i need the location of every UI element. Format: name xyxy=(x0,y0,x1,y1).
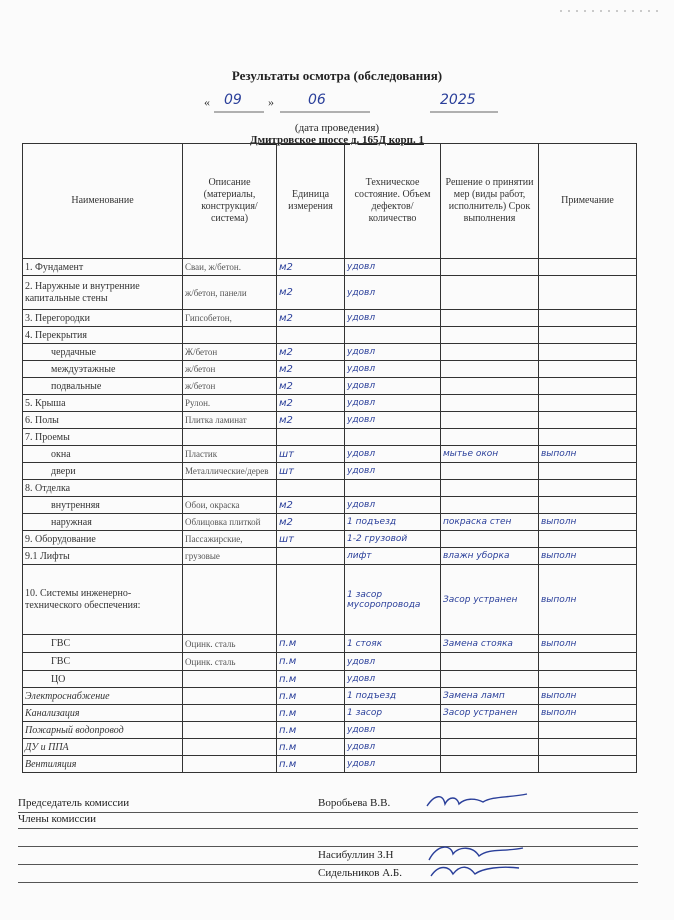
row-unit: м2 xyxy=(277,497,345,514)
row-decision xyxy=(441,653,539,671)
table-row xyxy=(23,429,637,446)
row-condition: 1-2 грузовой xyxy=(345,531,441,548)
row-unit: м2 xyxy=(277,310,345,327)
row-material xyxy=(183,671,277,688)
table-row xyxy=(23,705,637,722)
table-row xyxy=(23,653,637,671)
row-name: наружная xyxy=(23,514,183,531)
row-decision xyxy=(441,671,539,688)
row-decision xyxy=(441,327,539,344)
row-material: Сваи, ж/бетон. xyxy=(183,259,277,276)
table-row xyxy=(23,446,637,463)
row-note xyxy=(539,361,637,378)
row-name: чердачные xyxy=(23,344,183,361)
row-condition: удовл xyxy=(345,497,441,514)
member1-name: Насибуллин З.Н xyxy=(318,849,394,861)
row-name: междуэтажные xyxy=(23,361,183,378)
row-note xyxy=(539,429,637,446)
table-row xyxy=(23,344,637,361)
row-condition: лифт xyxy=(345,548,441,565)
chairman-label: Председатель комиссии xyxy=(18,797,130,809)
row-name: ГВС xyxy=(23,635,183,653)
row-note xyxy=(539,653,637,671)
date-day: 09 xyxy=(224,92,242,108)
table-row xyxy=(23,276,637,310)
row-material: Металлические/дерев xyxy=(183,463,277,480)
date-caption: (дата проведения) xyxy=(294,122,380,134)
table-row xyxy=(23,327,637,344)
row-decision xyxy=(441,259,539,276)
row-name: ЦО xyxy=(23,671,183,688)
row-note xyxy=(539,756,637,773)
row-condition: удовл xyxy=(345,344,441,361)
row-note: выполн xyxy=(539,514,637,531)
row-condition: удовл xyxy=(345,361,441,378)
row-unit: м2 xyxy=(277,395,345,412)
date-year: 2025 xyxy=(440,92,476,108)
row-decision xyxy=(441,378,539,395)
chairman-signature xyxy=(423,790,533,812)
row-name: ГВС xyxy=(23,653,183,671)
row-decision xyxy=(441,412,539,429)
row-condition: удовл xyxy=(345,276,441,310)
row-condition: удовл xyxy=(345,310,441,327)
row-material xyxy=(183,739,277,756)
page-title: Результаты осмотра (обследования) xyxy=(231,68,443,83)
row-decision xyxy=(441,756,539,773)
row-decision xyxy=(441,429,539,446)
row-name: 6. Полы xyxy=(23,412,183,429)
row-name: окна xyxy=(23,446,183,463)
row-note xyxy=(539,276,637,310)
row-decision xyxy=(441,531,539,548)
scan-artifact xyxy=(560,0,660,4)
row-material: Обои, окраска xyxy=(183,497,277,514)
table-row xyxy=(23,671,637,688)
row-unit: м2 xyxy=(277,276,345,310)
row-note: выполн xyxy=(539,635,637,653)
row-name: 7. Проемы xyxy=(23,429,183,446)
row-unit xyxy=(277,327,345,344)
row-unit: п.м xyxy=(277,722,345,739)
row-name: 10. Системы инженерно-технического обеспечения: xyxy=(23,565,183,635)
row-material: ж/бетон, панели xyxy=(183,276,277,310)
row-note xyxy=(539,395,637,412)
row-name: 1. Фундамент xyxy=(23,259,183,276)
row-material: Рулон. xyxy=(183,395,277,412)
table-row xyxy=(23,514,637,531)
row-unit: п.м xyxy=(277,671,345,688)
row-unit: шт xyxy=(277,463,345,480)
row-name: ДУ и ППА xyxy=(23,739,183,756)
row-unit: шт xyxy=(277,531,345,548)
row-note: выполн xyxy=(539,548,637,565)
row-material: ж/бетон xyxy=(183,378,277,395)
row-material: Оцинк. сталь xyxy=(183,653,277,671)
table-row xyxy=(23,756,637,773)
row-name: 4. Перекрытия xyxy=(23,327,183,344)
row-note xyxy=(539,480,637,497)
row-note xyxy=(539,412,637,429)
row-condition: удовл xyxy=(345,653,441,671)
row-decision xyxy=(441,480,539,497)
row-note xyxy=(539,739,637,756)
inspection-table xyxy=(22,143,637,773)
row-condition: 1 засор мусоропровода xyxy=(345,565,441,635)
row-condition: удовл xyxy=(345,395,441,412)
row-name: 2. Наружные и внутренние капитальные стены xyxy=(23,276,183,310)
row-material xyxy=(183,565,277,635)
row-condition: 1 стояк xyxy=(345,635,441,653)
row-decision xyxy=(441,276,539,310)
row-condition: удовл xyxy=(345,756,441,773)
row-material: ж/бетон xyxy=(183,361,277,378)
row-unit: м2 xyxy=(277,259,345,276)
member2-name: Сидельников А.Б. xyxy=(318,867,402,879)
svg-text:»: » xyxy=(268,95,274,109)
row-decision xyxy=(441,497,539,514)
row-note xyxy=(539,310,637,327)
row-note xyxy=(539,259,637,276)
row-name: внутренняя xyxy=(23,497,183,514)
row-unit: п.м xyxy=(277,688,345,705)
row-decision: мытье окон xyxy=(441,446,539,463)
row-note: выполн xyxy=(539,565,637,635)
row-decision xyxy=(441,739,539,756)
svg-text:«: « xyxy=(204,95,210,109)
members-label: Члены комиссии xyxy=(18,813,97,825)
row-decision: покраска стен xyxy=(441,514,539,531)
row-unit: шт xyxy=(277,446,345,463)
row-unit: п.м xyxy=(277,653,345,671)
row-name: 3. Перегородки xyxy=(23,310,183,327)
header-description: Описание (материалы, конструкция/ система) xyxy=(183,144,277,259)
row-unit: п.м xyxy=(277,756,345,773)
table-row xyxy=(23,688,637,705)
row-unit xyxy=(277,480,345,497)
row-name: 5. Крыша xyxy=(23,395,183,412)
row-name: Пожарный водопровод xyxy=(23,722,183,739)
row-name: 9.1 Лифты xyxy=(23,548,183,565)
row-condition xyxy=(345,327,441,344)
row-unit xyxy=(277,548,345,565)
row-condition: удовл xyxy=(345,259,441,276)
row-material: Ж/бетон xyxy=(183,344,277,361)
row-decision: Засор устранен xyxy=(441,705,539,722)
row-note: выполн xyxy=(539,705,637,722)
row-material xyxy=(183,705,277,722)
table-row xyxy=(23,739,637,756)
row-decision: Замена ламп xyxy=(441,688,539,705)
row-material xyxy=(183,688,277,705)
row-decision xyxy=(441,722,539,739)
row-material xyxy=(183,756,277,773)
table-row xyxy=(23,463,637,480)
row-note xyxy=(539,463,637,480)
table-row xyxy=(23,531,637,548)
table-row xyxy=(23,412,637,429)
row-condition: 1 засор xyxy=(345,705,441,722)
row-decision xyxy=(441,395,539,412)
row-condition: 1 подъезд xyxy=(345,514,441,531)
row-note xyxy=(539,671,637,688)
row-unit: м2 xyxy=(277,378,345,395)
row-unit: м2 xyxy=(277,361,345,378)
date-month: 06 xyxy=(308,92,326,108)
row-material: Оцинк. сталь xyxy=(183,635,277,653)
row-condition xyxy=(345,480,441,497)
row-note xyxy=(539,344,637,361)
row-condition: удовл xyxy=(345,722,441,739)
row-unit: п.м xyxy=(277,705,345,722)
row-material: грузовые xyxy=(183,548,277,565)
row-material: Гипсобетон, xyxy=(183,310,277,327)
header-unit: Единица измерения xyxy=(277,144,345,259)
table-row xyxy=(23,259,637,276)
table-row xyxy=(23,565,637,635)
row-name: двери xyxy=(23,463,183,480)
row-decision xyxy=(441,361,539,378)
row-material: Пассажирские, xyxy=(183,531,277,548)
header-name: Наименование xyxy=(23,144,183,259)
row-unit: м2 xyxy=(277,344,345,361)
row-material xyxy=(183,327,277,344)
row-note: выполн xyxy=(539,688,637,705)
row-unit: м2 xyxy=(277,514,345,531)
table-row xyxy=(23,635,637,653)
row-note: выполн xyxy=(539,446,637,463)
member2-signature xyxy=(423,860,533,882)
row-condition: удовл xyxy=(345,671,441,688)
table-row xyxy=(23,310,637,327)
row-decision: влажн уборка xyxy=(441,548,539,565)
row-name: Электроснабжение xyxy=(23,688,183,705)
row-name: подвальные xyxy=(23,378,183,395)
row-decision: Засор устранен xyxy=(441,565,539,635)
row-note xyxy=(539,327,637,344)
row-note xyxy=(539,378,637,395)
building-address: Дмитровское шоссе д. 165Д корп. 1 xyxy=(250,134,424,146)
row-condition: 1 подъезд xyxy=(345,688,441,705)
row-unit: п.м xyxy=(277,739,345,756)
table-row xyxy=(23,378,637,395)
row-material xyxy=(183,429,277,446)
row-condition: удовл xyxy=(345,378,441,395)
table-row xyxy=(23,480,637,497)
header-note: Примечание xyxy=(539,144,637,259)
inspection-date xyxy=(200,92,500,122)
row-decision: Замена стояка xyxy=(441,635,539,653)
row-unit xyxy=(277,565,345,635)
header-decision: Решение о принятии мер (виды работ, исполнитель) Срок выполнения xyxy=(441,144,539,259)
table-row xyxy=(23,497,637,514)
row-decision xyxy=(441,344,539,361)
row-decision xyxy=(441,310,539,327)
row-condition xyxy=(345,429,441,446)
row-unit: п.м xyxy=(277,635,345,653)
table-row xyxy=(23,395,637,412)
row-name: 8. Отделка xyxy=(23,480,183,497)
row-material: Пластик xyxy=(183,446,277,463)
row-unit: м2 xyxy=(277,412,345,429)
row-unit xyxy=(277,429,345,446)
row-note xyxy=(539,722,637,739)
row-name: Вентиляция xyxy=(23,756,183,773)
table-row xyxy=(23,722,637,739)
row-condition: удовл xyxy=(345,463,441,480)
row-material xyxy=(183,480,277,497)
row-note xyxy=(539,531,637,548)
table-row xyxy=(23,548,637,565)
row-condition: удовл xyxy=(345,412,441,429)
row-decision xyxy=(441,463,539,480)
row-condition: удовл xyxy=(345,446,441,463)
row-name: 9. Оборудование xyxy=(23,531,183,548)
row-note xyxy=(539,497,637,514)
table-row xyxy=(23,361,637,378)
row-condition: удовл xyxy=(345,739,441,756)
row-material: Плитка ламинат xyxy=(183,412,277,429)
row-material xyxy=(183,722,277,739)
row-material: Облицовка плиткой xyxy=(183,514,277,531)
chairman-name: Воробьева В.В. xyxy=(318,797,391,809)
row-name: Канализация xyxy=(23,705,183,722)
header-condition: Техническое состояние. Объем дефектов/ количество xyxy=(345,144,441,259)
